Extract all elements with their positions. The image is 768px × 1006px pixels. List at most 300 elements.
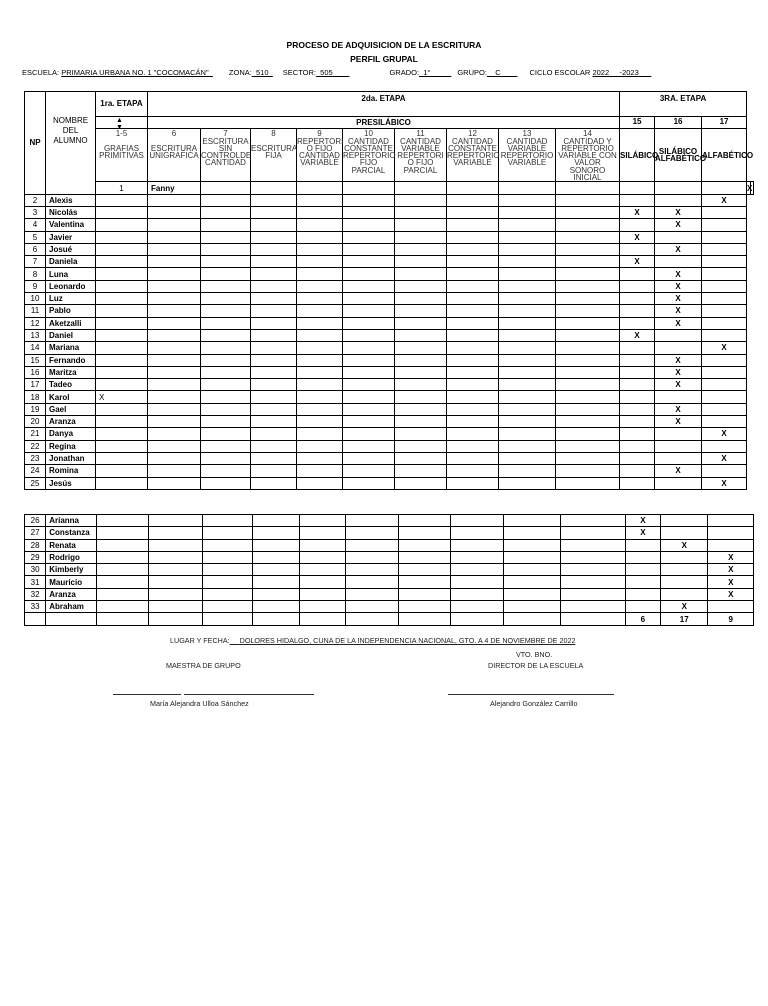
mark-cell-c12: [447, 354, 499, 366]
mark-cell-c15: [620, 465, 655, 477]
mark-cell-c8: [253, 539, 299, 551]
mark-cell-c15: [620, 280, 655, 292]
table-row: [25, 440, 754, 452]
mark-cell-c13: [499, 416, 556, 428]
mark-cell-c13: [499, 477, 556, 489]
mark-cell-c11: [395, 194, 447, 206]
mark-cell-c1: [96, 452, 148, 464]
mark-cell-c9: [297, 280, 343, 292]
document-title: PROCESO DE ADQUISICION DE LA ESCRITURA: [286, 40, 482, 50]
mark-cell-c1: [201, 182, 251, 194]
mark-cell-c9: [297, 342, 343, 354]
column-label: ESCRITURA UNIGRAFICA: [149, 143, 199, 160]
mark-cell-c9: [299, 564, 345, 576]
mark-cell-c13: [499, 256, 556, 268]
mark-cell-c14: [556, 206, 620, 218]
mark-cell-c15: [620, 268, 655, 280]
mark-cell-c7: [201, 305, 251, 317]
maestra-role: MAESTRA DE GRUPO: [166, 661, 241, 670]
mark-cell-c13: [499, 366, 556, 378]
nombre-header: NOMBRE DEL ALUMNO: [46, 92, 96, 195]
mark-cell-c17: X: [708, 564, 754, 576]
mark-cell-c1: [96, 564, 149, 576]
mark-cell-c16: [661, 588, 708, 600]
mark-cell-c13: [499, 391, 556, 403]
mark-cell-c8: [251, 268, 297, 280]
mark-cell-c14: [556, 379, 620, 391]
mark-cell-c17: [702, 243, 747, 255]
student-name: Luna: [46, 268, 96, 280]
mark-cell-c10: [346, 576, 399, 588]
column-label: GRAFIAS PRIMITIVAS: [99, 143, 144, 160]
mark-cell-c12: [447, 194, 499, 206]
mark-cell-c7: [201, 219, 251, 231]
mark-cell-c1: [96, 366, 148, 378]
student-number: 8: [25, 268, 46, 280]
table-row: [25, 465, 754, 477]
mark-cell-c10: [346, 539, 399, 551]
mark-cell-c8: [251, 354, 297, 366]
mark-cell-c7: [201, 206, 251, 218]
mark-cell-c13: [620, 182, 655, 194]
mark-cell-c12: [447, 391, 499, 403]
mark-cell-c9: [297, 194, 343, 206]
mark-cell-c10: [343, 305, 395, 317]
mark-cell-c16: X: [655, 305, 702, 317]
table-row: [25, 588, 754, 600]
mark-cell-c10: [346, 564, 399, 576]
table-row: [25, 551, 754, 563]
mark-cell-c14: [561, 527, 626, 539]
mark-cell-c1: X: [96, 391, 148, 403]
mark-cell-c1: [96, 379, 148, 391]
column-number: 13: [522, 129, 532, 139]
column-header-16: SILÁBICO ALFABÉTICO: [655, 129, 702, 182]
mark-cell-c12: [447, 317, 499, 329]
mark-cell-c9: [297, 379, 343, 391]
director-signature-line: [448, 694, 614, 695]
mark-cell-c17: [702, 280, 747, 292]
mark-cell-c6: [148, 391, 201, 403]
mark-cell-c7: [201, 268, 251, 280]
mark-cell-c13: [499, 268, 556, 280]
mark-cell-c11: [395, 403, 447, 415]
mark-cell-c14: [561, 515, 626, 527]
student-number: 7: [25, 256, 46, 268]
mark-cell-c16: [655, 329, 702, 341]
mark-cell-c15: [625, 564, 660, 576]
column-header-1: [96, 129, 148, 182]
mark-cell-c1: [96, 551, 149, 563]
mark-cell-c10: [343, 416, 395, 428]
mark-cell-c13: [499, 293, 556, 305]
mark-cell-c16: X: [655, 366, 702, 378]
etapa3-header: 3RA. ETAPA: [620, 92, 747, 117]
mark-cell-c17: [702, 366, 747, 378]
mark-cell-c6: [251, 182, 297, 194]
mark-cell-c1: [96, 317, 148, 329]
table-row: [25, 329, 754, 341]
column-header-5: [297, 129, 343, 182]
mark-cell-c12: [451, 551, 504, 563]
mark-cell-c9: [297, 465, 343, 477]
mark-cell-c9: [297, 452, 343, 464]
column-number: 6: [171, 129, 177, 139]
mark-cell-c8: [253, 551, 299, 563]
mark-cell-c8: [251, 428, 297, 440]
mark-cell-c10: [343, 465, 395, 477]
mark-cell-c12: [447, 428, 499, 440]
mark-cell-c1: [96, 231, 148, 243]
column-label: CANTIDAD VARIABLE REPERTORIO VARIABLE: [500, 136, 554, 168]
column-header-8: [447, 129, 499, 182]
mark-cell-c14: [556, 354, 620, 366]
student-name: Regina: [46, 440, 96, 452]
mark-cell-c16: X: [661, 539, 708, 551]
student-name: Fernando: [46, 354, 96, 366]
mark-cell-c12: [447, 342, 499, 354]
mark-cell-c17: X: [702, 342, 747, 354]
mark-cell-c17: X: [702, 428, 747, 440]
student-number: 28: [25, 539, 46, 551]
mark-cell-c8: [251, 465, 297, 477]
mark-cell-c10: [346, 515, 399, 527]
mark-cell-c11: [398, 564, 451, 576]
mark-cell-c17: [702, 293, 747, 305]
mark-cell-c14: [556, 465, 620, 477]
mark-cell-c17: [702, 219, 747, 231]
mark-cell-c12: [447, 477, 499, 489]
lugar-label: LUGAR Y FECHA:: [170, 636, 230, 645]
mark-cell-c12: [447, 280, 499, 292]
mark-cell-c12: [447, 305, 499, 317]
student-name: Leonardo: [46, 280, 96, 292]
mark-cell-c10: [343, 256, 395, 268]
table-row: [25, 206, 754, 218]
column-number: 1-5: [115, 129, 128, 139]
mark-cell-c16: X: [655, 293, 702, 305]
mark-cell-c15: [620, 452, 655, 464]
mark-cell-c9: [297, 440, 343, 452]
student-name: Daniela: [46, 256, 96, 268]
mark-cell-c15: [620, 243, 655, 255]
mark-cell-c8: [253, 564, 299, 576]
mark-cell-c6: [149, 515, 203, 527]
mark-cell-c9: [395, 182, 447, 194]
director-name: Alejandro González Carrillo: [490, 699, 578, 708]
totals-row: [25, 613, 754, 625]
zona-label: ZONA:: [228, 68, 252, 77]
mark-cell-c16: [655, 256, 702, 268]
mark-cell-c7: [201, 342, 251, 354]
mark-cell-c11: [395, 379, 447, 391]
mark-cell-c11: [398, 601, 451, 613]
mark-cell-c17: X: [702, 477, 747, 489]
mark-cell-c6: [148, 379, 201, 391]
mark-cell-c12: [447, 416, 499, 428]
mark-cell-c17: [708, 527, 754, 539]
student-name: Valentina: [46, 219, 96, 231]
mark-cell-c1: [96, 280, 148, 292]
mark-cell-c9: [297, 354, 343, 366]
mark-cell-c11: [395, 231, 447, 243]
mark-cell-c10: [346, 551, 399, 563]
mark-cell-c13: [503, 601, 561, 613]
column-number: 12: [468, 129, 477, 139]
mark-cell-c10: [343, 219, 395, 231]
grado-value: 1°: [423, 68, 431, 77]
mark-cell-c17: [702, 231, 747, 243]
mark-cell-c6: [149, 601, 203, 613]
column-header-15: SILÁBICO: [620, 129, 655, 182]
mark-cell-c7: [202, 527, 252, 539]
mark-cell-c8: [251, 379, 297, 391]
mark-cell-c8: [253, 515, 299, 527]
column-label: ESCRITURA SIN CONTROLDE CANTIDAD: [201, 136, 252, 168]
mark-cell-c17: [702, 440, 747, 452]
mark-cell-c12: [447, 256, 499, 268]
student-number: 9: [25, 280, 46, 292]
mark-cell-c6: [148, 256, 201, 268]
student-number: 1: [96, 182, 148, 194]
mark-cell-c14: [556, 305, 620, 317]
student-number: 16: [25, 366, 46, 378]
student-number: 24: [25, 465, 46, 477]
mark-cell-c7: [201, 379, 251, 391]
student-number: 33: [25, 601, 46, 613]
mark-cell-c1: [96, 576, 149, 588]
student-number: 19: [25, 403, 46, 415]
mark-cell-c1: [96, 527, 149, 539]
mark-cell-c9: [297, 268, 343, 280]
mark-cell-c9: [297, 243, 343, 255]
mark-cell-c6: [148, 243, 201, 255]
mark-cell-c15: [625, 539, 660, 551]
total-c16: 17: [661, 613, 708, 625]
mark-cell-c7: [297, 182, 343, 194]
student-number: 31: [25, 576, 46, 588]
mark-cell-c15: [702, 182, 747, 194]
mark-cell-c11: [395, 366, 447, 378]
mark-cell-c14: [561, 588, 626, 600]
mark-cell-c6: [148, 477, 201, 489]
mark-cell-c15: [620, 428, 655, 440]
ciclo-end: 2023: [622, 68, 639, 77]
etapa2-header: 2da. ETAPA: [148, 92, 620, 117]
zona-value: 510: [256, 68, 269, 77]
mark-cell-c13: [503, 564, 561, 576]
table-row: [25, 391, 754, 403]
mark-cell-c13: [499, 403, 556, 415]
student-number: 17: [25, 379, 46, 391]
mark-cell-c15: [620, 403, 655, 415]
mark-cell-c17: [702, 206, 747, 218]
student-name: Danya: [46, 428, 96, 440]
ciclo-label: CICLO ESCOLAR: [529, 68, 591, 77]
mark-cell-c12: [451, 588, 504, 600]
mark-cell-c15: [620, 317, 655, 329]
student-name: Jesús: [46, 477, 96, 489]
table-row: [25, 416, 754, 428]
column-header-17: ALFABÉTICO: [702, 129, 747, 182]
mark-cell-c7: [201, 477, 251, 489]
column-number: 11: [416, 129, 425, 139]
student-number: 12: [25, 317, 46, 329]
column-number: 7: [223, 129, 228, 139]
mark-cell-c9: [297, 206, 343, 218]
mark-cell-c6: [149, 551, 203, 563]
mark-cell-c17: [702, 317, 747, 329]
mark-cell-c6: [148, 354, 201, 366]
mark-cell-c15: X: [620, 231, 655, 243]
mark-cell-c6: [149, 564, 203, 576]
student-number: 21: [25, 428, 46, 440]
mark-cell-c10: [343, 329, 395, 341]
student-number: 18: [25, 391, 46, 403]
mark-cell-c1: [96, 588, 149, 600]
mark-cell-c6: [148, 440, 201, 452]
mark-cell-c7: [202, 601, 252, 613]
mark-cell-c9: [297, 403, 343, 415]
mark-cell-c16: [661, 515, 708, 527]
mark-cell-c8: [253, 601, 299, 613]
table-row: [25, 477, 754, 489]
table-row: [25, 564, 754, 576]
mark-cell-c7: [201, 354, 251, 366]
grado-label: GRADO:: [389, 68, 420, 77]
mark-cell-c16: [655, 391, 702, 403]
mark-cell-c11: [398, 539, 451, 551]
mark-cell-c8: [251, 329, 297, 341]
mark-cell-c1: [96, 342, 148, 354]
mark-cell-c8: [251, 477, 297, 489]
mark-cell-c11: [395, 477, 447, 489]
mark-cell-c13: [503, 576, 561, 588]
mark-cell-c10: [343, 268, 395, 280]
table-row: [25, 293, 754, 305]
table-row: [25, 428, 754, 440]
mark-cell-c9: [297, 477, 343, 489]
mark-cell-c11: [395, 293, 447, 305]
mark-cell-c9: [299, 588, 345, 600]
student-name: Renata: [46, 539, 96, 551]
student-number: 4: [25, 219, 46, 231]
mark-cell-c10: [343, 317, 395, 329]
mark-cell-c12: [556, 182, 620, 194]
mark-cell-c16: X: [661, 601, 708, 613]
mark-cell-c16: [661, 576, 708, 588]
table-row: [25, 576, 754, 588]
mark-cell-c17: [702, 391, 747, 403]
vto-bno: VTO. BNO.: [516, 650, 553, 659]
mark-cell-c8: [251, 293, 297, 305]
mark-cell-c11: [398, 527, 451, 539]
mark-cell-c1: [96, 194, 148, 206]
grupo-label: GRUPO:: [457, 68, 487, 77]
student-name: Mariana: [46, 342, 96, 354]
mark-cell-c10: [343, 231, 395, 243]
total-c15: 6: [625, 613, 660, 625]
student-name: Luz: [46, 293, 96, 305]
mark-cell-c15: X: [620, 329, 655, 341]
mark-cell-c16: [655, 342, 702, 354]
mark-cell-c17: [708, 601, 754, 613]
mark-cell-c16: X: [655, 317, 702, 329]
mark-cell-c6: [149, 588, 203, 600]
mark-cell-c8: [251, 452, 297, 464]
mark-cell-c6: [149, 539, 203, 551]
mark-cell-c15: [620, 342, 655, 354]
mark-cell-c17: [702, 268, 747, 280]
escuela-label: ESCUELA:: [22, 68, 60, 77]
table-row: [25, 194, 754, 206]
mark-cell-c17: X: [702, 452, 747, 464]
mark-cell-c9: [299, 539, 345, 551]
student-name: Constanza: [46, 527, 96, 539]
mark-cell-c14: [556, 219, 620, 231]
mark-cell-c13: [499, 206, 556, 218]
mark-cell-c14: [556, 280, 620, 292]
mark-cell-c1: [96, 219, 148, 231]
mark-cell-c7: [201, 243, 251, 255]
mark-cell-c13: [499, 219, 556, 231]
mark-cell-c14: [561, 601, 626, 613]
mark-cell-c1: [96, 206, 148, 218]
mark-cell-c9: [297, 391, 343, 403]
column-header-4: [251, 129, 297, 182]
mark-cell-c11: [395, 305, 447, 317]
mark-cell-c10: [343, 477, 395, 489]
mark-cell-c1: [96, 477, 148, 489]
table-row: [25, 452, 754, 464]
mark-cell-c7: [201, 194, 251, 206]
column-number: 10: [364, 129, 373, 139]
mark-cell-c12: [447, 379, 499, 391]
mark-cell-c11: [398, 588, 451, 600]
mark-cell-c11: [398, 515, 451, 527]
table-row: [25, 256, 754, 268]
mark-cell-c15: [620, 416, 655, 428]
mark-cell-c13: [499, 342, 556, 354]
mark-cell-c13: [499, 231, 556, 243]
mark-cell-c10: [343, 391, 395, 403]
mark-cell-c7: [202, 588, 252, 600]
mark-cell-c14: [556, 317, 620, 329]
table-row: [25, 231, 754, 243]
table-row: [25, 379, 754, 391]
mark-cell-c17: [702, 379, 747, 391]
mark-cell-c17: X: [702, 194, 747, 206]
student-name: Kimberly: [46, 564, 96, 576]
student-name: Josué: [46, 243, 96, 255]
lugar-fecha: LUGAR Y FECHA:__ DOLORES HIDALGO, CUNA DE LA INDEPENDENCIA NACIONAL, GTO. A 4 DE NOVIEMBRE DE 2022: [170, 636, 576, 645]
mark-cell-c8: [251, 317, 297, 329]
student-number: 22: [25, 440, 46, 452]
mark-cell-c13: [499, 194, 556, 206]
mark-cell-c15: [625, 601, 660, 613]
student-number: 5: [25, 231, 46, 243]
mark-cell-c14: [556, 391, 620, 403]
mark-cell-c6: [149, 527, 203, 539]
table-row: [25, 243, 754, 255]
mark-cell-c6: [148, 452, 201, 464]
student-number: 2: [25, 194, 46, 206]
mark-cell-c15: [620, 477, 655, 489]
table-row: [25, 601, 754, 613]
mark-cell-c13: [503, 527, 561, 539]
mark-cell-c9: [297, 317, 343, 329]
mark-cell-c7: [202, 515, 252, 527]
